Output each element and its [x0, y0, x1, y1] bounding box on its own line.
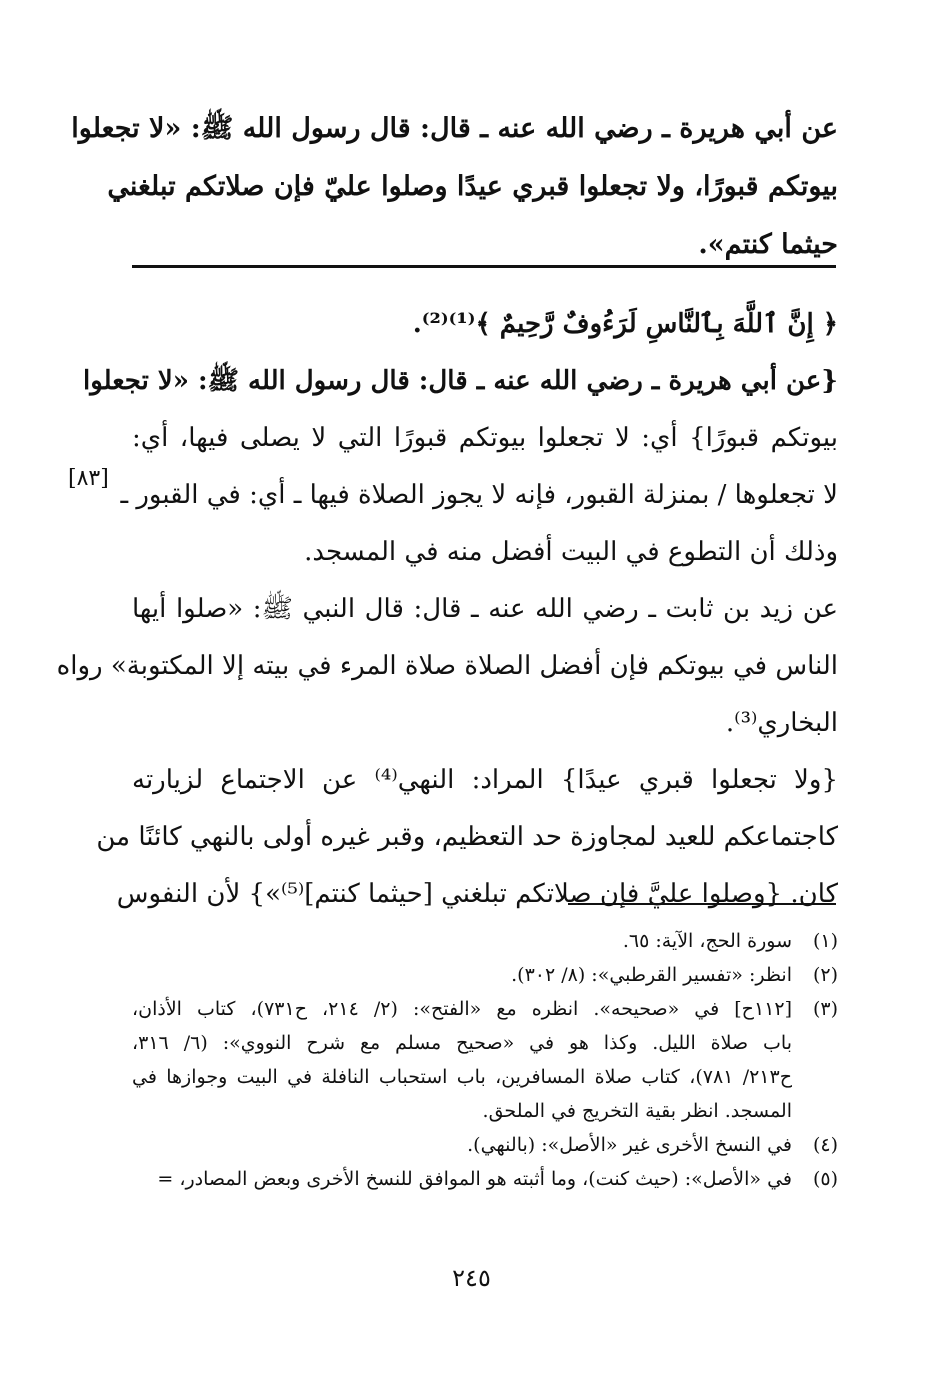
- footnote-line: في «الأصل»: (حيث كنت)، وما أثبته هو الموافق للنسخ الأخرى وبعض المصادر، =: [157, 1168, 792, 1190]
- commentary-line: لا تجعلوها / بمنزلة القبور، فإنه لا يجوز الصلاة فيها ـ أي: في القبور ـ: [120, 480, 838, 510]
- footnote-number: (١): [812, 930, 838, 952]
- footnote-2: [132, 958, 838, 992]
- hadith-line: عن أبي هريرة ـ رضي الله عنه ـ قال: قال رسول الله ﷺ: «لا تجعلوا: [71, 113, 838, 144]
- quran-verse-line: ﴿ إِنَّ ٱللَّهَ بِٱلنَّاسِ لَرَءُوفٌ رَّحِيمٌ ﴾⁽¹⁾⁽²⁾.: [412, 309, 838, 339]
- hadith-line: حيثما كنتم».: [698, 229, 838, 260]
- footnote-line: انظر: «تفسير القرطبي»: (٨/ ٣٠٢).: [511, 964, 792, 986]
- footnote-number: (٣): [812, 998, 838, 1020]
- commentary-line: الناس في بيوتكم فإن أفضل الصلاة صلاة المرء في بيته إلا المكتوبة» رواه: [56, 651, 838, 681]
- manuscript-page-marker: [٨٣]: [68, 466, 109, 491]
- footnote-line: المسجد. انظر بقية التخريج في الملحق.: [482, 1100, 792, 1122]
- footnote-4: [132, 1128, 838, 1162]
- footnote-1: [132, 924, 838, 958]
- footnote-5: [132, 1162, 838, 1196]
- commentary-line: بيوتكم قبورًا} أي: لا تجعلوا بيوتكم قبورًا التي لا يصلى فيها، أي:: [132, 423, 838, 453]
- hadith-line: بيوتكم قبورًا، ولا تجعلوا قبري عيدًا وصلوا عليّ فإن صلاتكم تبلغني: [107, 171, 838, 202]
- commentary-line: كاجتماعكم للعيد لمجاوزة حد التعظيم، وقبر غيره أولى بالنهي كائنًا من: [96, 822, 838, 852]
- commentary-line: كان. {وصلوا عليَّ فإن صلاتكم تبلغني [حيثما كنتم]⁽⁵⁾»} لأن النفوس: [116, 879, 838, 909]
- footnote-number: (٥): [812, 1168, 838, 1190]
- footnote-line: في النسخ الأخرى غير «الأصل»: (بالنهي).: [467, 1134, 792, 1156]
- footnote-line: باب صلاة الليل. وكذا هو في «صحيح مسلم مع شرح النووي»: (٦/ ٣١٦،: [132, 1032, 792, 1054]
- hadith-text-block: [71, 100, 838, 274]
- commentary-line: {ولا تجعلوا قبري عيدًا} المراد: النهي⁽⁴⁾ عن الاجتماع لزيارته: [132, 765, 838, 795]
- footnote-3: [132, 992, 838, 1128]
- commentary-line: {عن أبي هريرة ـ رضي الله عنه ـ قال: قال رسول الله ﷺ: «لا تجعلوا: [82, 366, 838, 396]
- footnote-line: ح٢١٣/ ٧٨١)، كتاب صلاة المسافرين، باب استحباب النافلة في البيت وجوازها في: [132, 1066, 792, 1088]
- commentary-line: وذلك أن التطوع في البيت أفضل منه في المسجد.: [304, 537, 838, 567]
- footnote-line: [١١٢ح] في «صحيحه». انظره مع «الفتح»: (٢/ ٢١٤، ح٧٣١)، كتاب الأذان،: [132, 998, 792, 1020]
- commentary-line: عن زيد بن ثابت ـ رضي الله عنه ـ قال: قال النبي ﷺ: «صلوا أيها: [132, 594, 838, 624]
- page-number: ٢٤٥: [452, 1264, 491, 1292]
- commentary-line: البخاري⁽³⁾.: [725, 708, 838, 738]
- header-divider: [132, 265, 836, 268]
- footnote-line: سورة الحج، الآية: ٦٥.: [622, 930, 792, 952]
- footnote-number: (٤): [812, 1134, 838, 1156]
- footnotes-block: [132, 924, 838, 1196]
- footnote-divider: [568, 903, 836, 905]
- footnote-number: (٢): [812, 964, 838, 986]
